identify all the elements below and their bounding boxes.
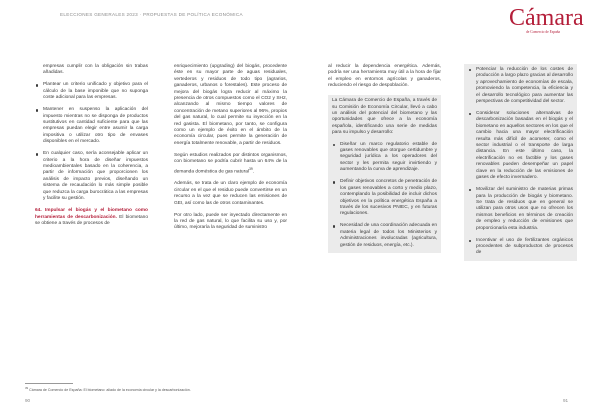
bullet-list [35,82,148,202]
column-3 [328,64,441,259]
list-item: Potenciar la reducción de los costes de producción a largo plazo gracias al desarrollo y aprovechamiento de economías de escala, promoviendo la competencia, la eficiencia y el desarrollo tecnológico para aumentar las perspectivas de competitividad del sector. [476,67,573,105]
camara-logo [509,5,584,36]
list-item: En cualquier caso, sería aconsejable aplicar un criterio a la hora de diseñar impuestos medioambientales basado en la coherencia, a partir de información que proporcionen los análisis de impacto previos, diseñando un sistema de recaudación lo más simple posible que reduzca la carga burocrática a las empresas y facilite su gestión. [43,151,148,202]
logo-subtitle: de Comercio de España [526,30,561,34]
paragraph-text: Según estudios realizados por distintos organismos, con biometano se podría cubrir hasta un 64% de la demanda doméstica de gas natural [174,152,287,175]
paragraph [174,153,287,176]
footnote-divider [25,383,73,384]
paragraph: enriquecimiento (upgrading) del biogás, procedente éste en su mayor parte de aguas residuales, vertederos y residuos de todo tipo (agrarios, ganaderos, urbanos o forestales). Este proceso de mejora del biogás logra reducir al máximo la presencia de otros compuestos como el CO2 y SH2, alcanzando al mismo tiempo valores de concentración de metano superiores al 96%, propios del gas natural, lo cual permite su inyección en la red gasista. El biometano, por tanto, se configura como un ejemplo de éxito en el ámbito de la economía circular, pues permite la generación de energía totalmente renovable, a partir de residuos. [174,64,287,146]
highlight-box [464,64,577,261]
list-item: Necesidad de una coordinación adecuada en materia legal de todos los Ministerios y Administraciones involucradas (agricultura, gestión de residuos, energía, etc.). [340,223,437,248]
list-item: Incentivar el uso de fertilizantes orgánicos procedentes de subproductos de procesos de [476,237,573,256]
list-item: Mantener en suspenso la aplicación del impuesto mientras no se disponga de productos sustitutivos en cantidad suficiente para que las empresas puedan elegir entre asumir la carga impositiva o utilizar otro tipo de envases disponibles en el mercado. [43,107,148,145]
column-1 [35,64,148,233]
list-item: Movilizar del suministro de materias primas para la producción de biogás y biometano. Se trata de residuos que en general se utilizan para otros usos que no ofrecen los mismos beneficios en términos de creación de empleo y reducción de emisiones que proporcionaría esta industria. [476,187,573,231]
list-item: Diseñar un marco regulatorio estable de gases renovables que otorgue certidumbre y seguridad jurídica a los operadores del sector y les permita seguir invirtiendo y aumentando la curva de aprendizaje. [340,141,437,173]
list-item: Plantear un criterio unificado y objetivo para el cálculo de la base imponible que no suponga coste adicional para las empresas. [43,82,148,101]
paragraph: Por otro lado, puede ser inyectado directamente en la red de gas natural, lo que facilita su uso y, por último, mejoraría la seguridad de suministro [174,212,287,231]
page-number-left: 90 [25,398,31,403]
list-item: Considerar soluciones alternativas de descarbonización basadas en el biogás y el biometano en aquellos sectores en los que el cambio hacia una mayor electrificación resulta más difícil de acometer, como el sector industrial o el transporte de larga distancia. En este último caso, la electrificación no es factible y los gases renovables pueden desempeñar un papel clave en la reducción de las emisiones de gases de efecto invernadero. [476,111,573,181]
page-number-right: 91 [563,398,569,403]
list-item: Definir objetivos concretos de penetración de los gases renovables a corto y medio plazo, contemplando la posibilidad de incluir dichos objetivos en la política energética España a través de los sucesivos PNIEC, y en futuras regulaciones. [340,179,437,217]
footnote [25,386,191,392]
logo-wordmark: Cámara [509,5,584,31]
section-body: El biometano se obtiene a través de procesos de [35,214,148,226]
section-heading: 64. Impulsar el biogás y el biometano como herramientas de descarbonización. [35,208,148,220]
box-text: La Cámara de Comercio de España, a través de su Comisión de Economía Circular, llevó a cabo un análisis del potencial del biometano y las oportunidades que ofrece a la economía española, identificando una serie de medidas para su impulso y desarrollo: [332,98,437,136]
footnote-number: 39 [25,386,29,390]
paragraph: al reducir la dependencia energética. Además, podría ser una herramienta muy útil a la hora de fijar el empleo en entornos agrícolas y ganaderos, reduciendo el riesgo de despoblación. [328,64,441,89]
column-4 [464,64,577,266]
bullet-list [468,67,573,257]
section-64 [35,208,148,227]
paragraph: empresas cumplir con la obligación sin trabas añadidas. [43,64,148,76]
paragraph: Además, se trata de un claro ejemplo de economía circular en el que el residuo puede convertirse en un recurso a la vez que se reducen las emisiones de GEI, así como las de otros contaminantes. [174,181,287,206]
footnote-ref: 39 [248,166,253,171]
column-2 [174,64,287,237]
bullet-list [332,142,437,249]
highlight-box [328,95,441,253]
header-title: ELECCIONES GENERALES 2023 · PROPUESTAS DE POLÍTICA ECONÓMICA [60,12,243,17]
paragraph-end: . [252,169,255,175]
footnote-text: Cámara de Comercio de España: El biometano: aliado de la economía circular y la descarbonización. [29,388,191,393]
